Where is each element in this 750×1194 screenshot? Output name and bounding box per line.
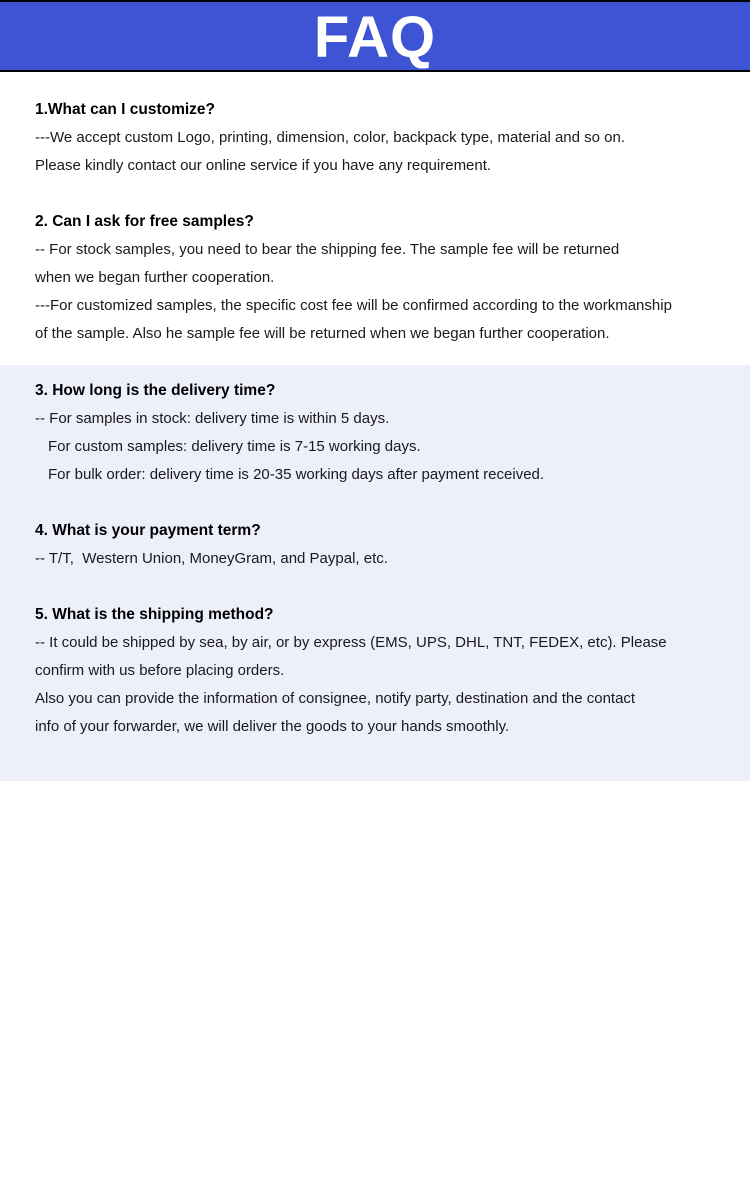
faq-section-5 xyxy=(35,601,732,741)
question-heading: 3. How long is the delivery time? xyxy=(35,382,276,399)
answer-line: when we began further cooperation. xyxy=(35,269,275,286)
answer-line: -- It could be shipped by sea, by air, or by express (EMS, UPS, DHL, TNT, FEDEX, etc). Please xyxy=(35,634,667,651)
question-heading: 2. Can I ask for free samples? xyxy=(35,213,254,230)
answer-line: ---For customized samples, the specific cost fee will be confirmed according to the workmanship xyxy=(35,297,672,314)
answer-line: ---We accept custom Logo, printing, dimension, color, backpack type, material and so on. xyxy=(35,129,626,146)
answer-line: of the sample. Also he sample fee will be returned when we began further cooperation. xyxy=(35,325,610,342)
faq-section-3 xyxy=(35,377,732,489)
highlight-band xyxy=(0,365,750,781)
answer-line: -- T/T, Western Union, MoneyGram, and Paypal, etc. xyxy=(35,550,388,567)
faq-section-2 xyxy=(35,208,732,348)
question-heading: 4. What is your payment term? xyxy=(35,522,261,539)
answer-line: confirm with us before placing orders. xyxy=(35,662,285,679)
answer-line: -- For samples in stock: delivery time is within 5 days. xyxy=(35,410,390,427)
faq-header xyxy=(0,0,750,72)
question-heading: 1.What can I customize? xyxy=(35,101,216,118)
answer-line: Also you can provide the information of consignee, notify party, destination and the contact xyxy=(35,690,636,707)
faq-content xyxy=(0,72,750,781)
answer-line: Please kindly contact our online service if you have any requirement. xyxy=(35,157,492,174)
faq-section-1 xyxy=(35,96,732,180)
faq-section-4 xyxy=(35,517,732,573)
page-title: FAQ xyxy=(313,5,437,70)
answer-line: info of your forwarder, we will deliver the goods to your hands smoothly. xyxy=(35,718,510,735)
question-heading: 5. What is the shipping method? xyxy=(35,606,274,623)
answer-line: -- For stock samples, you need to bear the shipping fee. The sample fee will be returned xyxy=(35,241,620,258)
answer-line: For custom samples: delivery time is 7-15 working days. xyxy=(48,438,421,455)
answer-line: For bulk order: delivery time is 20-35 working days after payment received. xyxy=(48,466,545,483)
